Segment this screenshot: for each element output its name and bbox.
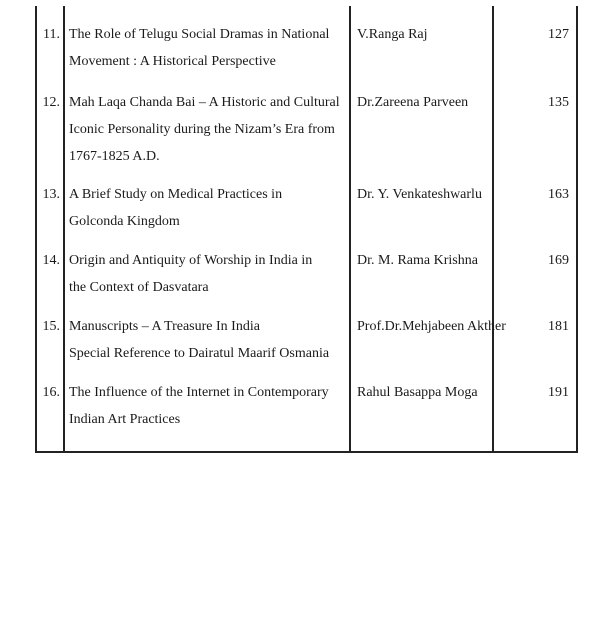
entry-page-number: 135 xyxy=(548,95,569,110)
entry-number: 14. xyxy=(42,253,60,268)
entry-title-line: Iconic Personality during the Nizam’s Era from xyxy=(69,122,335,137)
entry-title-line: Movement : A Historical Perspective xyxy=(69,54,276,69)
entry-title-line: Special Reference to Dairatul Maarif Osmania xyxy=(69,346,330,361)
entry-title xyxy=(69,21,349,75)
entry-number: 11. xyxy=(43,27,60,42)
entry-author: Rahul Basappa Moga xyxy=(357,385,478,400)
entry-title xyxy=(69,89,349,170)
column-divider-number xyxy=(63,6,65,451)
entry-page-number: 191 xyxy=(548,385,569,400)
column-divider-author xyxy=(349,6,351,451)
entry-number: 16. xyxy=(42,385,60,400)
entry-page-number: 169 xyxy=(548,253,569,268)
entry-title-line: The Influence of the Internet in Contemporary xyxy=(69,385,329,400)
entry-title xyxy=(69,313,349,367)
entry-title xyxy=(69,181,349,235)
entry-number: 15. xyxy=(42,319,60,334)
entry-title-line: Origin and Antiquity of Worship in India in xyxy=(69,253,313,268)
entry-title-line: The Role of Telugu Social Dramas in National xyxy=(69,27,330,42)
entry-number: 12. xyxy=(42,95,60,110)
table-of-contents xyxy=(35,6,578,453)
entry-title xyxy=(69,247,349,301)
entry-author: Prof.Dr.Mehjabeen Akther xyxy=(357,319,506,334)
entry-title-line: A Brief Study on Medical Practices in xyxy=(69,187,283,202)
entry-title xyxy=(69,379,349,433)
entry-title-line: the Context of Dasvatara xyxy=(69,280,209,295)
entry-title-line: Mah Laqa Chanda Bai – A Historic and Cultural xyxy=(69,95,340,110)
entry-title-line: Golconda Kingdom xyxy=(69,214,180,229)
entry-page-number: 127 xyxy=(548,27,569,42)
entry-title-line: 1767-1825 A.D. xyxy=(69,149,160,164)
entry-page-number: 181 xyxy=(548,319,569,334)
entry-author: Dr. Y. Venkateshwarlu xyxy=(357,187,482,202)
entry-author: Dr.Zareena Parveen xyxy=(357,95,469,110)
entry-author: Dr. M. Rama Krishna xyxy=(357,253,478,268)
entry-author: V.Ranga Raj xyxy=(357,27,428,42)
entry-title-line: Manuscripts – A Treasure In India xyxy=(69,319,260,334)
entry-page-number: 163 xyxy=(548,187,569,202)
entry-number: 13. xyxy=(42,187,60,202)
entry-title-line: Indian Art Practices xyxy=(69,412,181,427)
